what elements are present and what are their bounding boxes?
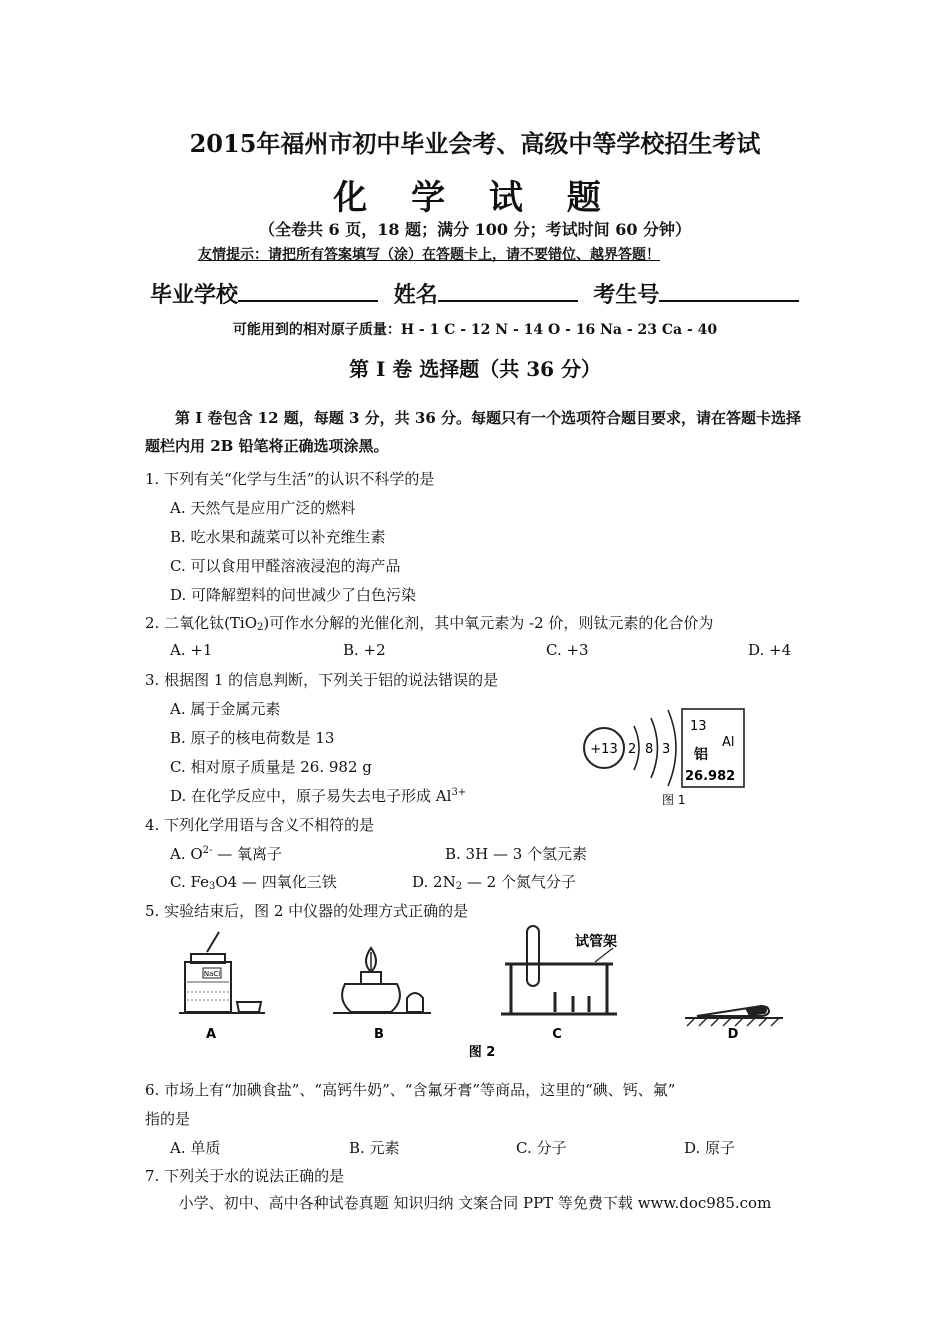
q4-option-a: A. $O^{2-}$ — 氧离子 — [170, 845, 282, 863]
exam-number-label: 考生号 — [593, 282, 660, 308]
figure2-apparatus — [165, 922, 795, 1062]
student-info-fields — [150, 278, 807, 309]
apparatus-c-test-tube-rack — [501, 926, 617, 1042]
q3-option-c: C. 相对原子质量是 26. 982 g — [170, 758, 372, 776]
name-label: 姓名 — [393, 282, 438, 308]
footer-note: 小学、初中、高中各种试卷真题 知识归纳 文案合同 PPT 等免费下载 www.doc985.com — [178, 1194, 772, 1212]
section-intro: 第 I 卷包含 12 题，每题 3 分，共 36 分。每题只有一个选项符合题目要求，请在答题卡选择题栏内用 2B 铅笔将正确选项涂黑。 — [145, 409, 801, 455]
label-d: D — [727, 1027, 739, 1042]
q1-stem: 1. 下列有关“化学与生活”的认识不科学的是 — [145, 470, 435, 488]
figure2-caption: 图 2 — [468, 1045, 496, 1060]
q1-option-d: D. 可降解塑料的问世减少了白色污染 — [170, 586, 417, 604]
q6-option-d: D. 原子 — [684, 1139, 736, 1157]
q6-option-c: C. 分子 — [516, 1139, 567, 1157]
q5-stem: 5. 实验结束后，图 2 中仪器的处理方式正确的是 — [145, 902, 469, 920]
section-title: 第 I 卷 选择题（共 36 分） — [348, 357, 601, 381]
q6-stem-line2: 指的是 — [145, 1110, 191, 1128]
friendly-tip: 友情提示：请把所有答案填写（涂）在答题卡上，请不要错位、越界答题！ — [198, 247, 660, 263]
apparatus-d-test-tube — [685, 1006, 783, 1042]
shell-1-electrons: 2 — [628, 742, 637, 757]
q4-option-d: D. $2N_2$ — 2 个氮气分子 — [412, 873, 576, 892]
label-c: C — [552, 1027, 562, 1042]
q3-stem: 3. 根据图 1 的信息判断，下列关于铝的说法错误的是 — [145, 671, 499, 689]
subject-title: 化 学 试 题 — [333, 178, 617, 218]
q4-option-c: C. $Fe_3O4$ — 四氧化三铁 — [170, 873, 337, 892]
q6-stem-line1: 6. 市场上有“加碘食盐”、“高钙牛奶”、“含氟牙膏”等商品，这里的“碘、钙、氟” — [145, 1081, 676, 1099]
q4-stem: 4. 下列化学用语与含义不相符的是 — [145, 816, 375, 834]
name-blank[interactable] — [438, 280, 578, 302]
figure1-caption: 图 1 — [662, 793, 686, 807]
element-number: 13 — [690, 719, 707, 734]
q2-option-a: A. +1 — [170, 641, 213, 659]
figure1-aluminum — [578, 700, 758, 810]
q2-stem: 2. 二氧化钛(TiO$_2$)可作水分解的光催化剂，其中氧元素为 -2 价，则钛元素的化合价为 — [145, 614, 714, 633]
shell-3-electrons: 3 — [662, 742, 671, 757]
nucleus-charge: +13 — [590, 742, 618, 757]
atomic-masses: 可能用到的相对原子质量：H - 1 C - 12 N - 14 O - 16 Na - 23 Ca - 40 — [232, 322, 718, 338]
label-b: B — [374, 1027, 384, 1042]
q3-option-a: A. 属于金属元素 — [170, 700, 281, 718]
q1-option-b: B. 吃水果和蔬菜可以补充维生素 — [170, 528, 386, 546]
school-blank[interactable] — [238, 280, 378, 302]
q2-option-b: B. +2 — [343, 641, 386, 659]
exam-number-blank[interactable] — [659, 280, 799, 302]
q7-stem: 7. 下列关于水的说法正确的是 — [145, 1167, 345, 1185]
rack-label: 试管架 — [575, 934, 617, 950]
element-name: 铝 — [694, 747, 708, 763]
q6-option-b: B. 元素 — [349, 1139, 400, 1157]
q6-option-a: A. 单质 — [170, 1139, 221, 1157]
exam-title: 2015年福州市初中毕业会考、高级中等学校招生考试 — [189, 129, 761, 158]
q2-option-c: C. +3 — [546, 641, 589, 659]
shell-2-electrons: 8 — [645, 742, 654, 757]
q2-option-d: D. +4 — [748, 641, 792, 659]
element-mass: 26.982 — [685, 769, 736, 784]
q3-option-d: D. 在化学反应中，原子易失去电子形成 $Al^{3+}$ — [170, 787, 467, 805]
q1-option-c: C. 可以食用甲醛溶液浸泡的海产品 — [170, 557, 401, 575]
exam-meta: （全卷共 6 页，18 题；满分 100 分；考试时间 60 分钟） — [258, 220, 692, 239]
q3-option-b: B. 原子的核电荷数是 13 — [170, 729, 335, 747]
q1-option-a: A. 天然气是应用广泛的燃料 — [170, 499, 356, 517]
school-label: 毕业学校 — [150, 282, 239, 308]
apparatus-b-alcohol-lamp — [333, 948, 431, 1042]
svg-text:NaCl: NaCl — [203, 970, 221, 978]
element-symbol: Al — [722, 735, 735, 750]
q4-option-b: B. 3H — 3 个氢元素 — [445, 845, 588, 863]
label-a: A — [205, 1027, 217, 1042]
apparatus-a-reagent-jar — [179, 932, 265, 1042]
